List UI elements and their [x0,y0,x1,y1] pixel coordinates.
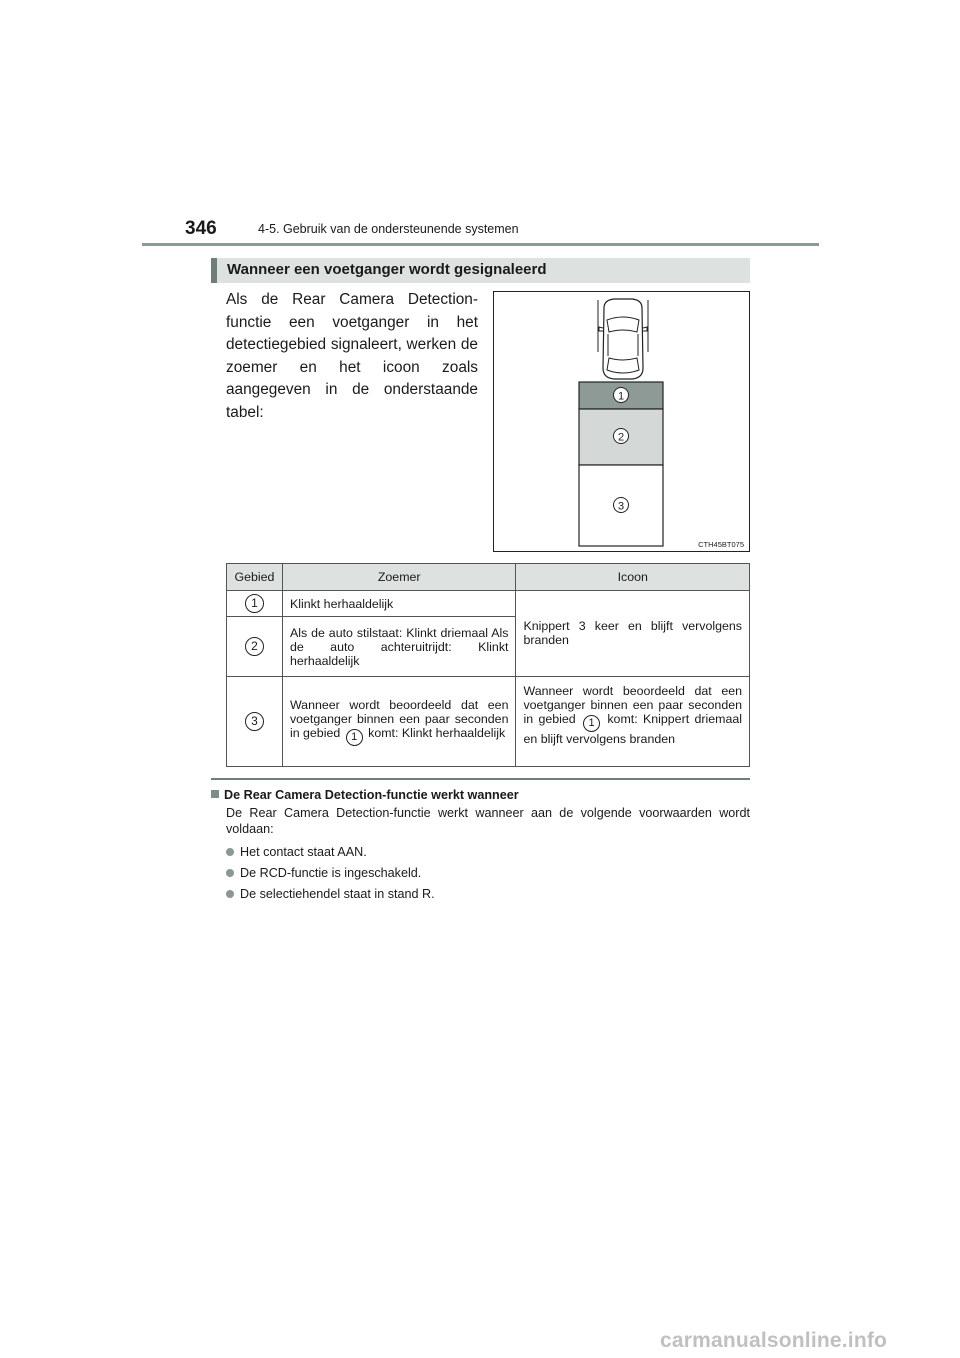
area-number-icon: 2 [245,637,264,656]
area-number-icon: 3 [245,712,264,731]
list-item-text: De selectiehendel staat in stand R. [240,887,435,901]
list-item-text: Het contact staat AAN. [240,845,367,859]
car-top-view-icon [599,299,647,379]
chapter-title: 4-5. Gebruik van de ondersteunende systemen [258,222,519,236]
buzzer-cell: Als de auto stilstaat: Klinkt driemaal Als de auto achteruitrijdt: Klinkt herhaaldelijk [282,617,516,677]
bullet-dot-icon [226,869,234,877]
zone-3-label: 3 [617,500,625,513]
note-heading [211,788,519,802]
area-number-icon: 1 [245,594,264,613]
diagram-svg [494,292,749,551]
bullet-dot-icon [226,848,234,856]
intro-paragraph: Als de Rear Camera Detection-functie een voetganger in het detectiegebied signaleert, werken de zoemer en het icoon zoals aangegeven in de onderstaande tabel: [226,291,478,421]
note-text: De Rear Camera Detection-functie werkt wanneer aan de volgende voorwaarden wordt voldaan: [226,806,750,836]
header-buzzer: Zoemer [282,564,516,591]
header-icon: Icoon [516,564,750,591]
buzzer-text-pre: Wanneer wordt beoordeeld dat een voetganger binnen een paar seconden in gebied [289,697,509,740]
header-divider [142,243,819,246]
table-row [227,591,750,617]
list-item [226,866,421,880]
section-heading-text: Wanneer een voetganger wordt gesignaleerd [227,261,547,278]
area-cell [227,591,283,617]
section-divider [211,778,750,780]
icon-cell [516,677,750,767]
area-ref-icon: 1 [583,715,600,732]
note-heading-text: De Rear Camera Detection-functie werkt wanneer [224,788,519,802]
image-code: CTH45BT075 [698,540,744,549]
behavior-table [226,563,750,767]
watermark: carmanualsonline.info [660,1329,888,1352]
section-heading [211,258,750,283]
page-number: 346 [185,218,217,239]
table-row [227,677,750,767]
detection-area-diagram [493,291,750,552]
area-cell [227,677,283,767]
icon-cell: Knippert 3 keer en blijft vervolgens branden [516,591,750,677]
icon-text-post: komt: Knippert driemaal en blijft vervolgens branden [523,712,742,746]
zone-1-label: 1 [617,390,625,403]
header-area: Gebied [227,564,283,591]
square-bullet-icon [211,790,219,798]
area-cell [227,617,283,677]
buzzer-cell [282,677,516,767]
buzzer-cell: Klinkt herhaaldelijk [282,591,516,617]
bullet-dot-icon [226,890,234,898]
buzzer-text-post: komt: Klinkt herhaaldelijk [368,725,506,740]
zone-2-label: 2 [617,431,625,444]
list-item-text: De RCD-functie is ingeschakeld. [240,866,422,880]
list-item [226,845,367,859]
list-item [226,887,435,901]
area-ref-icon: 1 [346,729,363,746]
icon-text-pre: Wanneer wordt beoordeeld dat een voetganger binnen een paar seconden in gebied [523,684,742,726]
table-header-row [227,564,750,591]
